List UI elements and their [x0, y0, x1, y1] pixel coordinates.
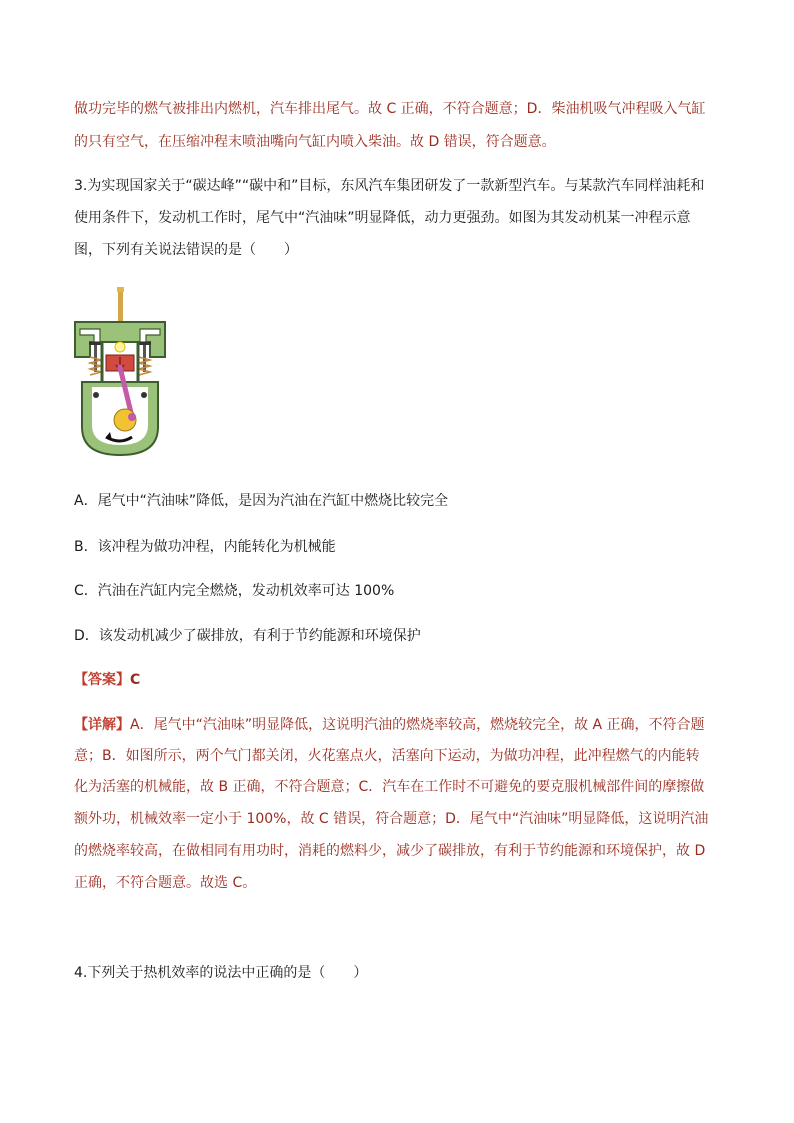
q3-detail-line-1: [74, 715, 705, 735]
intake-valve-head: [89, 342, 102, 345]
q3-option-a: A．尾气中“汽油味”降低，是因为汽油在汽缸中燃烧比较完全: [74, 493, 449, 509]
intake-cam: [93, 392, 99, 398]
q3-stem-line-3: 图，下列有关说法错误的是（ ）: [74, 242, 298, 258]
q3-option-d: D．该发动机减少了碳排放，有利于节约能源和环境保护: [74, 628, 421, 644]
answer-label: 【答案】: [74, 672, 130, 688]
exhaust-valve-head: [138, 342, 151, 345]
spark-plug-body: [118, 292, 123, 322]
crank-pin: [128, 413, 136, 421]
spark-burst: [115, 342, 125, 352]
q3-option-c: C．汽油在汽缸内完全燃烧，发动机效率可达 100%: [74, 583, 395, 599]
exhaust-cam: [141, 392, 147, 398]
q3-stem-line-2: 使用条件下，发动机工作时，尾气中“汽油味”明显降低，动力更强劲。如图为其发动机某一冲程示意: [74, 210, 691, 226]
q3-answer: [74, 670, 140, 690]
q3-stem-line-1: 3.为实现国家关于“碳达峰”“碳中和”目标，东风汽车集团研发了一款新型汽车。与某款汽车同样油耗和: [74, 178, 705, 194]
q3-detail-line-6: 正确，不符合题意。故选 C。: [74, 875, 257, 891]
q3-option-b: B．该冲程为做功冲程，内能转化为机械能: [74, 539, 336, 555]
engine-stroke-diagram: [70, 287, 170, 459]
prev-detail-line-1: 做功完毕的燃气被排出内燃机，汽车排出尾气。故 C 正确，不符合题意；D．柴油机吸气冲程吸入气缸: [74, 101, 706, 117]
q4-stem-line-1: 4.下列关于热机效率的说法中正确的是（ ）: [74, 965, 368, 981]
q3-detail-line-3: 化为活塞的机械能，故 B 正确，不符合题意；C．汽车在工作时不可避免的要克服机械部件间的摩擦做: [74, 779, 705, 795]
detail-text-1: A．尾气中“汽油味”明显降低，这说明汽油的燃烧率较高，燃烧较完全，故 A 正确，不符合题: [130, 717, 705, 733]
q3-detail-line-5: 的燃烧率较高，在做相同有用功时，消耗的燃料少，减少了碳排放，有利于节约能源和环境保护，故 D: [74, 843, 706, 859]
q3-detail-line-2: 意；B．如图所示，两个气门都关闭，火花塞点火，活塞向下运动，为做功冲程，此冲程燃气的内能转: [74, 748, 700, 764]
prev-detail-line-2: 的只有空气，在压缩冲程末喷油嘴向气缸内喷入柴油。故 D 错误，符合题意。: [74, 134, 556, 150]
q3-detail-line-4: 额外功，机械效率一定小于 100%，故 C 错误，符合题意；D．尾气中“汽油味”明显降低，这说明汽油: [74, 811, 709, 827]
answer-value: C: [130, 672, 141, 688]
spark-plug-tip: [117, 287, 124, 292]
detail-label: 【详解】: [74, 717, 130, 733]
